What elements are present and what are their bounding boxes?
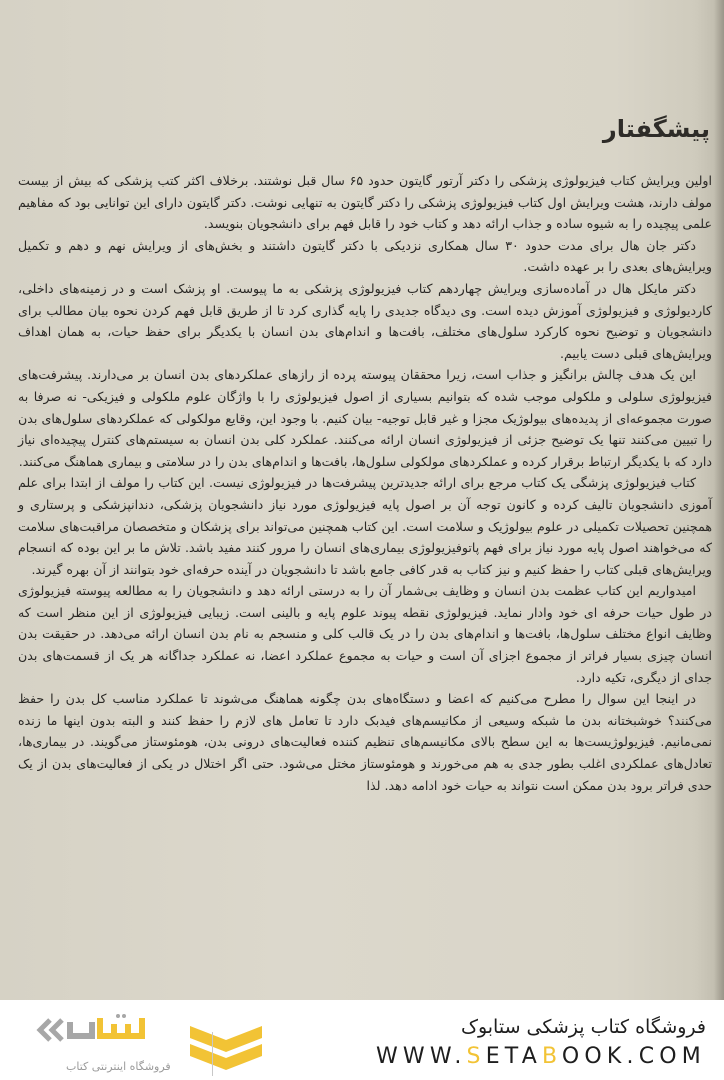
store-url[interactable] [376, 1044, 706, 1069]
logo-divider [212, 1032, 213, 1076]
paragraph-6: امیدواریم این کتاب عظمت بدن انسان و وظایف بی‌شمار آن را به درستی ارائه دهد و دانشجویان را به مطالعه پیوسته فیزیولوژی در طول حیات حرفه ای خود وادار نماید. فیزیولوژی نقطه پیوند علوم پایه و بالینی است. زیبایی فیزیولوژی از این منظر است که وظایف انواع مختلف سلول‌ها، بافت‌ها و اندام‌های بدن را در یک قالب کلی و منسجم به نام بدن انسان ارائه می‌دهد. در حقیقت بدن انسان چیزی بسیار فراتر از مجموع اجزای آن است و حیات به مجموع عملکرد اعضا، نه عملکرد جداگانه هر یک از قسمت‌های بدن جدای از دیگری، تکیه دارد. [18, 583, 712, 685]
paragraph-2: دکتر جان هال برای مدت حدود ۳۰ سال همکاری نزدیکی با دکتر گایتون داشتند و بخش‌های از ویرایش نهم و دهم و تکمیل ویرایش‌های بعدی را بر عهده داشت. [18, 237, 712, 275]
paragraph-1: اولین ویرایش کتاب فیزیولوژی پزشکی را دکتر آرتور گایتون حدود ۶۵ سال قبل نوشتند. برخلاف اکثر کتب پزشکی که بیش از بیست مولف دارند، هشت ویرایش اول کتاب فیزیولوژی پزشکی را دکتر گایتون به تنهایی نوشت. دکتر گایتون دارای این توانایی بود که مفاهیم علمی پیچیده را به شیوه ساده و جذاب ارائه دهد و کتاب خود را قابل فهم برای دانشجویان بنویسد. [18, 173, 712, 232]
paragraph-7: در اینجا این سوال را مطرح می‌کنیم که اعضا و دستگاه‌های بدن چگونه هماهنگ می‌شوند تا عملکرد مناسب کل بدن را حفظ می‌کنند؟ خوشبختانه بدن ما شبکه وسیعی از مکانیسم‌های فیدبک دارد تا تعامل های لازم را حفظ کنند و البته بدون اینها ما زنده نمی‌مانیم. فیزیولوژیست‌ها به این سطح بالای مکانیسم‌های تنظیم کننده فعالیت‌های درونی بدن، هومئوستاز می‌گویند. در بیماری‌ها، تعادل‌های عملکردی اغلب بطور جدی به هم می‌خورند و هومئوستاز مختل می‌شود. حتی اگر اختلال در یکی از فعالیت‌های بدن از یک حدی فراتر برود بدن ممکن است نتواند به حیات خود ادامه دهد. لذا [18, 691, 712, 793]
setabook-logo [36, 1014, 286, 1074]
logo-tagline: فروشگاه اینترنتی کتاب [66, 1060, 171, 1073]
url-part-accent: B [541, 1044, 562, 1069]
store-name: فروشگاه کتاب پزشکی ستابوک [460, 1016, 706, 1038]
url-part: WWW. [375, 1044, 467, 1069]
paragraph-4: این یک هدف چالش برانگیز و جذاب است، زیرا محققان پیوسته پرده از رازهای عملکردهای بدن انسان بر می‌دارند. پیشرفت‌های فیزیولوژی سلولی و ملکولی موجب شده که بتوانیم بسیاری از اصول فیزیولوژی را با واژگان علوم ملکولی و فیزیکی- نه صرفا به صورت مجموعه‌ای از پدیده‌های بیولوژیک مجزا و غیر قابل توجیه- بیان کنیم. با وجود این، وقایع مولکولی که عملکردهای سلول‌های بدن را تبیین می‌کنند تنها یک توضیح جزئی از فیزیولوژی انسان ارائه می‌کنند. عملکرد کلی بدن انسان به سیستم‌های کنترل پیچیده‌ای نیاز دارد که با یکدیگر ارتباط برقرار کرده و عملکردهای مولکولی سلول‌ها، بافت‌ها و اندام‌های بدن را در سلامتی و بیماری هماهنگ می‌کنند. [18, 367, 712, 469]
url-part-accent: S [466, 1044, 486, 1069]
store-banner [0, 1000, 724, 1080]
paragraph-3: دکتر مایکل هال در آماده‌سازی ویرایش چهاردهم کتاب فیزیولوژی پزشکی به ما پیوست. او پزشک است و در زمینه‌های داخلی، کاردیولوژی و فیزیولوژی آموزش دیده است. وی دیدگاه جدیدی را پایه گذاری کرد تا از طریق قابل فهم کردن نحوه بیان مطالب برای دانشجویان و توضیح نحوه کارکرد سلول‌های مختلف، بافت‌ها و اندام‌های بدن انسان با یکدیگر برای حفظ حیات، به همان اهداف ویرایش‌های قبلی دست یابیم. [18, 280, 712, 361]
page-title: پیشگفتار [602, 115, 710, 143]
url-part: ETA [485, 1044, 542, 1069]
paragraph-5: کتاب فیزیولوژی پزشگی یک کتاب مرجع برای ارائه جدیدترین پیشرفت‌ها در فیزیولوژی نیست. این کتاب را مولف از ابتدا برای علم آموزی دانشجویان تالیف کرده و کانون توجه آن بر اصول پایه فیزیولوژی مورد نیاز دانشجویان پزشکی، دندانپزشکی و پرستاری و همچنین تحصیلات تکمیلی در علوم بیولوژیک و سلامت است. این کتاب همچنین می‌تواند برای پزشکان و متخصصان مراقبت‌های سلامت که می‌خواهند اصول پایه مورد نیاز برای فهم پاتوفیزیولوژی بیماری‌های انسان را مرور کنند مفید باشد. تلاش ما بر این بوده که انسجام ویرایش‌های قبلی کتاب را حفظ کنیم و نیز کتاب به قدر کافی جامع باشد تا دانشجویان در آینده حرفه‌ای خود بتوانند از آن بهره گیرند. [18, 475, 712, 577]
body-text [18, 170, 712, 796]
url-part: OOK.COM [561, 1044, 706, 1069]
